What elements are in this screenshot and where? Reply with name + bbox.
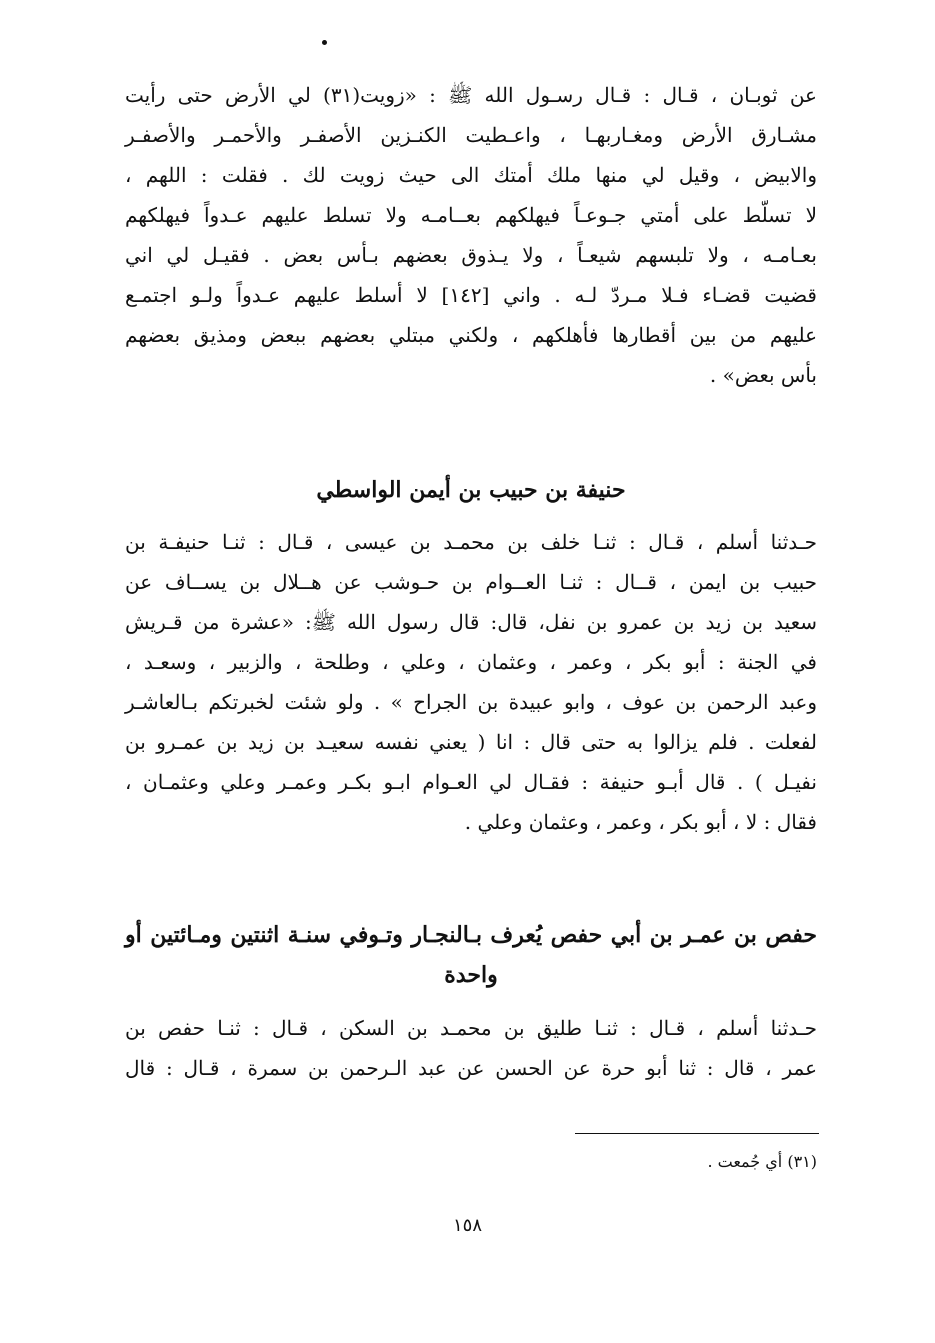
text-line: سعيد بن زيد بن عمرو بن نفل، قال: قال رسول الله ﷺ: «عشرة من قـريش — [125, 610, 817, 634]
text-line: فقال : لا ، أبو بكر ، وعمر ، وعثمان وعلي . — [464, 810, 817, 834]
text-line: وعبد الرحمن بن عوف ، وابو عبيدة بن الجراح » . ولو شئت لخبرتكم بـالعاشـر — [125, 690, 817, 714]
text-line: حـدثنا أسلم ، قـال : ثنـا طليق بن محمـد بن السكن ، قـال : ثنـا حفص بن — [125, 1016, 817, 1040]
text-line: عن ثوبـان ، قـال : قـال رسـول الله ﷺ : «زويت(٣١) لي الأرض حتى رأيت — [125, 83, 817, 107]
text-line: نفيـل ) . قال أبـو حنيفة : فقـال لي العـوام ابـو بكـر وعمـر وعلي وعثمـان ، — [125, 770, 817, 794]
text-line: مشـارق الأرض ومغـاربهـا ، واعـطيت الكنـزين الأصفـر والأحمـر والأصفـر — [125, 123, 817, 147]
text-line: لفعلت . فلم يزالوا به حتى قال : انا ( يعني نفسه سعيـد بن زيد بن عمـرو بن — [125, 730, 817, 754]
section-heading-hafs — [125, 915, 817, 995]
text-line: بأس بعض» . — [709, 363, 817, 387]
hadith-paragraph-1 — [125, 75, 817, 395]
text-line: عمر ، قال : ثنا أبو حرة عن الحسن عن عبد الـرحمن بن سمرة ، قـال : قال — [125, 1056, 817, 1080]
text-line: حبيب بن ايمن ، قــال : ثنـا العــوام بن حـوشب عن هــلال بن يســاف عن — [125, 570, 817, 594]
section-heading-hanifa: حنيفة بن حبيب بن أيمن الواسطي — [316, 477, 626, 503]
page-number: ١٥٨ — [452, 1215, 482, 1236]
text-line: لا تسلّط على أمتي جـوعـاً فيهلكهم بعــامـه ولا تسلط عليهم عـدواً فيهلكهم — [125, 203, 817, 227]
text-line: عليهم من بين أقطارها فأهلكهم ، ولكني مبتلي بعضهم ببعض ومذيق بعضهم — [125, 323, 817, 347]
text-line: قضيت قضـاء فـلا مـردّ لـه . واني [١٤٢] لا أسلط عليهم عـدواً ولـو اجتمـع — [125, 283, 817, 307]
text-line: حـدثنا أسلم ، قـال : ثنـا خلف بن محمـد بن عيسى ، قـال : ثنـا حنيفـة بن — [125, 530, 817, 554]
footnote: (٣١) أي جُمعت . — [707, 1152, 817, 1171]
text-line: بعـامـه ، ولا تلبسهم شيعـاً ، ولا يـذوق بعضهم بـأس بعض . فقيـل لي اني — [125, 243, 817, 267]
footnote-separator — [575, 1133, 819, 1134]
heading-line: واحدة — [444, 962, 498, 988]
heading-line: حفص بن عمـر بن أبي حفص يُعرف بـالنجـار وتـوفي سنـة اثنتين ومـائتين أو — [125, 922, 817, 948]
text-line: والابيض ، وقيل لي منها ملك أمتك الى حيث زويت لك . فقلت : اللهم ، — [125, 163, 817, 187]
hadith-paragraph-3 — [125, 1008, 817, 1088]
ink-dot — [322, 40, 327, 45]
hadith-paragraph-2 — [125, 522, 817, 842]
text-line: في الجنة : أبو بكر ، وعمر ، وعثمان ، وعلي ، وطلحة ، والزبير ، وسعـد ، — [125, 650, 817, 674]
